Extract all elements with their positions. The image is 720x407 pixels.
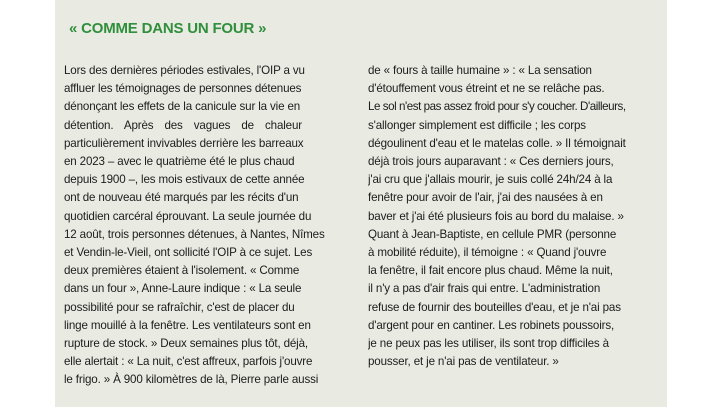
article-column-right bbox=[368, 62, 658, 371]
article-headline: « COMME DANS UN FOUR » bbox=[69, 20, 267, 37]
text-line: 12 août, trois personnes détenues, à Nantes, Nîmes bbox=[64, 227, 325, 241]
text-line: détention. Après des vagues de chaleur bbox=[64, 118, 302, 132]
text-line: le frigo. » À 900 kilomètres de là, Pierre parle aussi bbox=[64, 373, 319, 387]
text-line: refuse de fournir des bouteilles d'eau, et je n'ai pas bbox=[368, 300, 621, 314]
text-line: fenêtre pour avoir de l'air, j'ai des nausées à en bbox=[368, 191, 603, 205]
text-line: et Vendin-le-Vieil, ont sollicité l'OIP à ce sujet. Les bbox=[64, 246, 313, 260]
text-line: deux premières étaient à l'isolement. « Comme bbox=[64, 264, 300, 278]
text-line: s'allonger simplement est difficile ; les corps bbox=[368, 118, 586, 132]
text-line: à mobilité réduite), il témoigne : « Quand j'ouvre bbox=[368, 246, 607, 260]
text-line: affluer les témoignages de personnes détenues bbox=[64, 82, 302, 96]
text-line: elle alertait : « La nuit, c'est affreux, parfois j'ouvre bbox=[64, 355, 313, 369]
text-line: rupture de stock. » Deux semaines plus tôt, déjà, bbox=[64, 337, 308, 351]
text-line: de « fours à taille humaine » : « La sensation bbox=[368, 64, 592, 77]
article-column-left bbox=[64, 62, 354, 390]
text-line: baver et j'ai été plusieurs fois au bord du malaise. » bbox=[368, 209, 624, 223]
text-line: depuis 1900 –, les mois estivaux de cette année bbox=[64, 173, 305, 187]
text-line: ont de nouveau été marqués par les récits d'un bbox=[64, 191, 299, 205]
text-line: Lors des dernières périodes estivales, l'OIP a vu bbox=[64, 64, 305, 77]
text-line: particulièrement invivables derrière les barreaux bbox=[64, 136, 304, 150]
text-line: déjà trois jours auparavant : « Ces derniers jours, bbox=[368, 155, 614, 169]
text-line: il n'y a pas d'air frais qui entre. L'administration bbox=[368, 282, 601, 296]
text-line: dans un four », Anne-Laure indique : « La seule bbox=[64, 282, 302, 296]
text-line: je ne peux pas les utiliser, ils sont trop difficiles à bbox=[368, 337, 609, 351]
text-line: quotidien carcéral éprouvant. La seule journée du bbox=[64, 209, 312, 223]
text-line: Quant à Jean-Baptiste, en cellule PMR (personne bbox=[368, 227, 617, 241]
text-line: d'étouffement vous étreint et ne se relâche pas. bbox=[368, 82, 605, 96]
text-line: dénonçant les effets de la canicule sur la vie en bbox=[64, 100, 301, 114]
text-line: dégoulinent d'eau et le matelas colle. » Il témoignait bbox=[368, 136, 626, 150]
text-line: la fenêtre, il fait encore plus chaud. Même la nuit, bbox=[368, 264, 613, 278]
text-line: pousser, et je n'ai pas de ventilateur. » bbox=[368, 355, 559, 369]
text-line: en 2023 – avec le quatrième été le plus chaud bbox=[64, 155, 295, 169]
text-line: d'argent pour en cantiner. Les robinets poussoirs, bbox=[368, 318, 615, 332]
text-line: j'ai cru que j'allais mourir, je suis collé 24h/24 à la bbox=[368, 173, 613, 187]
text-line: linge mouillé à la fenêtre. Les ventilateurs sont en bbox=[64, 318, 311, 332]
text-line: possibilité pour se rafraîchir, c'est de placer du bbox=[64, 300, 295, 314]
text-line: Le sol n'est pas assez froid pour s'y coucher. D'ailleurs, bbox=[368, 100, 626, 114]
article-box bbox=[55, 0, 667, 407]
